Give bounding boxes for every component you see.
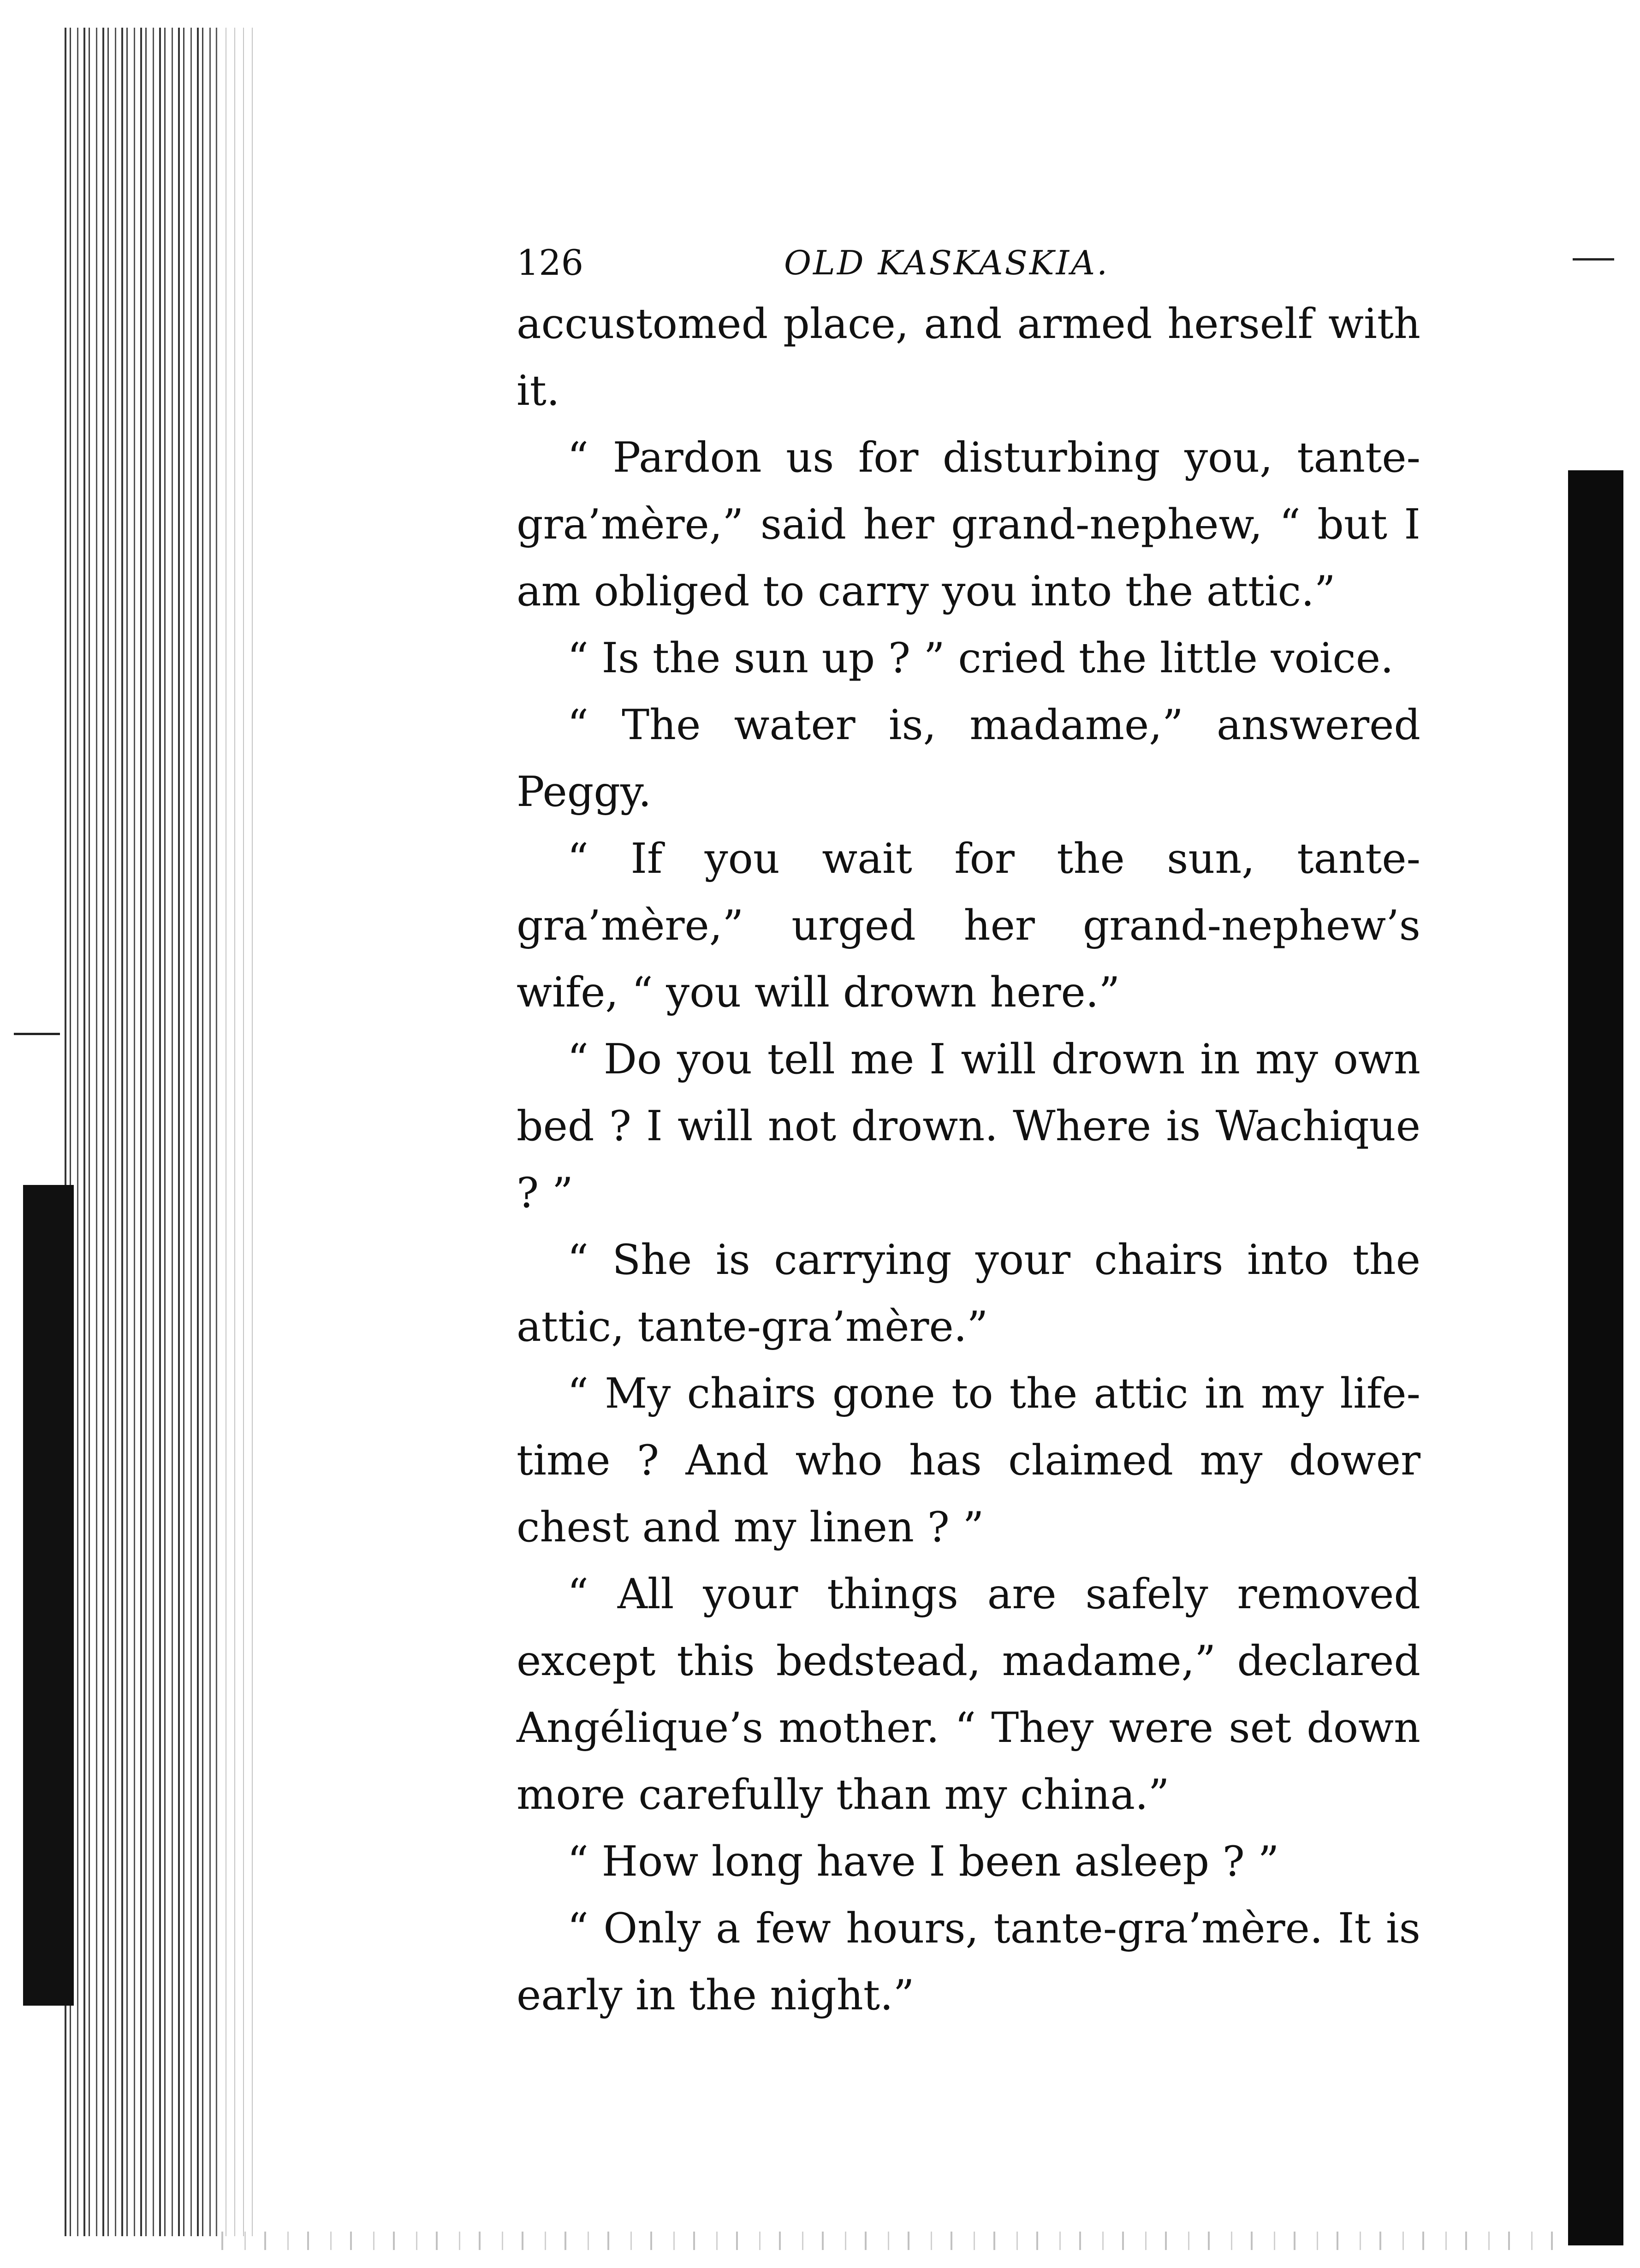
scan-registration-mark-left [14, 1033, 60, 1035]
paragraph: “ Pardon us for disturbing you, tante-gra’mère,” said her grand-nephew, “ but I am obliged to carry you into the attic.” [517, 433, 1420, 616]
book-page [517, 235, 1420, 2033]
scan-edge-left-dark-band [23, 1185, 74, 2006]
page-header [517, 235, 1420, 290]
paragraph: “ She is carrying your chairs into the attic, tante-gra’mère.” [517, 1236, 1420, 1351]
scan-edge-right [1568, 470, 1623, 2245]
paragraph: “ Only a few hours, tante-gra’mère. It is early in the night.” [517, 1904, 1420, 2019]
scan-registration-mark-right [1573, 258, 1614, 261]
paragraph: “ My chairs gone to the attic in my life-time ? And who has claimed my dower chest and my linen ? ” [517, 1369, 1420, 1551]
paragraph: “ The water is, madame,” answered Peggy. [517, 701, 1420, 816]
scan-edge-left-fade [217, 28, 254, 2236]
page-number: 126 [517, 242, 584, 283]
paragraph: “ All your things are safely removed except this bedstead, madame,” declared Angélique’s mother. “ They were set down more carefully than my china.” [517, 1570, 1420, 1819]
paragraph: “ How long have I been asleep ? ” [567, 1837, 1279, 1886]
paragraph: “ Is the sun up ? ” cried the little voice. [567, 634, 1394, 682]
paragraph: “ Do you tell me I will drown in my own bed ? I will not drown. Where is Wachique ? ” [517, 1035, 1420, 1217]
scan-noise-bottom [203, 2232, 1568, 2250]
page-body [517, 290, 1420, 2029]
scan-edge-left [65, 28, 217, 2236]
paragraph: accustomed place, and armed herself with it. [517, 300, 1420, 415]
running-title: OLD KASKASKIA. [784, 243, 1109, 282]
paragraph: “ If you wait for the sun, tante-gra’mère,” urged her grand-nephew’s wife, “ you will drown here.” [517, 835, 1420, 1017]
